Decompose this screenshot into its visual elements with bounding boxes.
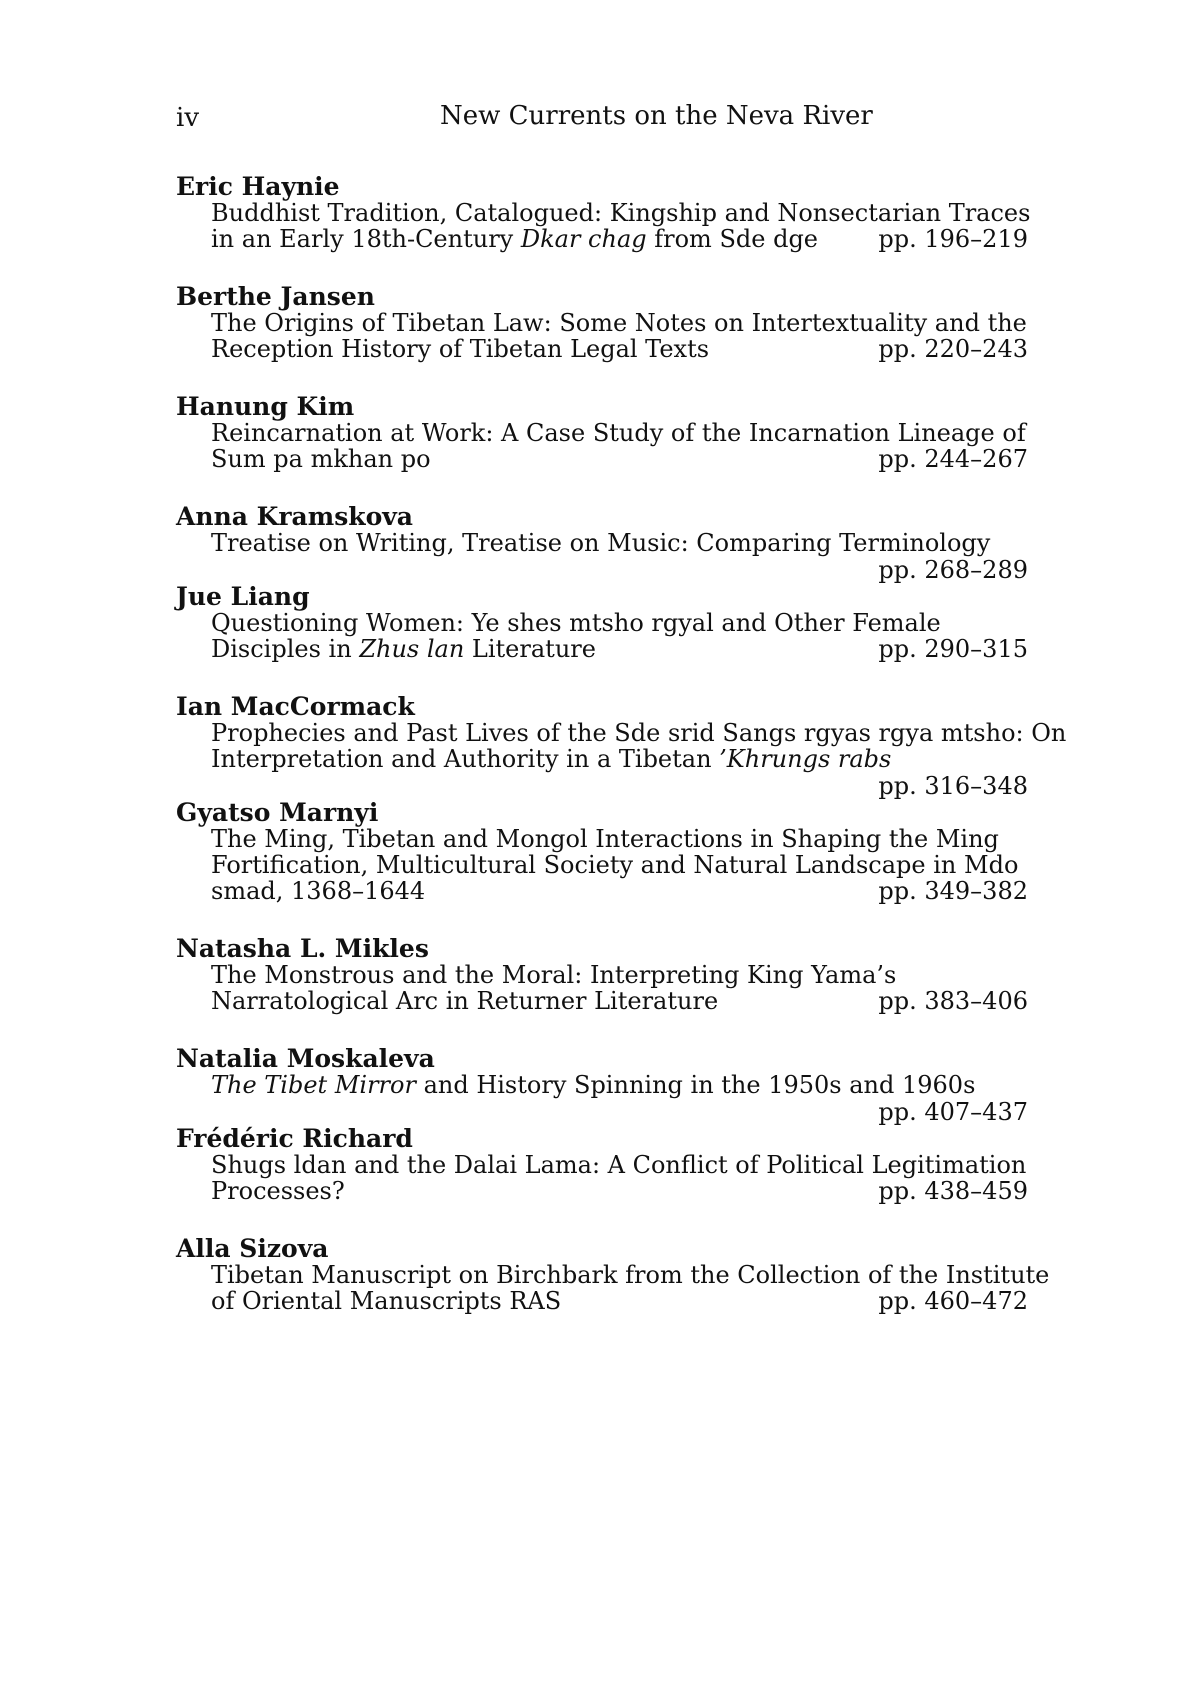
toc-title-line: smad, 1368–1644 pp. 349–382 [211,877,1028,905]
toc-title-line: Interpretation and Authority in a Tibetan ’Khrungs rabs [211,745,892,773]
toc-title-line: Reincarnation at Work: A Case Study of the Incarnation Lineage of [211,419,1026,447]
toc-entry [176,284,1028,362]
toc-title-line: Fortification, Multicultural Society and Natural Landscape in Mdo [211,851,1019,879]
toc-title-line: Sum pa mkhan po pp. 244–267 [211,445,1028,473]
toc-title-line: Disciples in Zhus lan Literature pp. 290–315 [211,635,1028,663]
toc-entry [176,504,1028,584]
toc-title-line: The Tibet Mirror and History Spinning in the 1950s and 1960s [211,1071,976,1099]
toc-entry [176,394,1028,472]
toc-entry [176,172,1031,253]
toc-author: Eric Haynie [176,172,340,201]
toc-pages: pp. 196–219 [878,225,1028,253]
toc-pages: pp. 460–472 [878,1287,1028,1315]
toc-author: Anna Kramskova [176,502,413,531]
toc-entry [176,936,1028,1014]
toc-entry [176,1046,1028,1126]
toc-title [211,420,1028,472]
toc-author: Ian MacCormack [176,692,415,721]
toc-pages: pp. 316–348 [878,772,1028,800]
toc-pages: pp. 268–289 [878,556,1028,584]
toc-pages: pp. 220–243 [878,335,1028,363]
toc-entry [176,800,1028,904]
toc-title [211,1072,1028,1098]
toc-entry [176,692,1067,800]
toc-author: Berthe Jansen [176,282,375,311]
toc-title-line: Narratological Arc in Returner Literature pp. 383–406 [211,987,1028,1015]
table-of-contents [176,172,1067,1346]
toc-author: Alla Sizova [176,1234,329,1263]
toc-title-line: Treatise on Writing, Treatise on Music: Comparing Terminology [211,529,991,557]
toc-author: Natasha L. Mikles [176,934,429,963]
toc-title-line: The Ming, Tibetan and Mongol Interactions in Shaping the Ming [211,825,999,853]
toc-title [211,826,1028,904]
toc-title-line: Tibetan Manuscript on Birchbark from the Collection of the Institute [211,1261,1050,1289]
toc-title [211,199,1031,253]
toc-title [211,310,1028,362]
toc-title-line: Buddhist Tradition, Catalogued: Kingship and Nonsectarian Traces [211,199,1031,227]
toc-title [211,962,1028,1014]
toc-pages: pp. 244–267 [878,445,1028,473]
toc-entry [176,584,1028,662]
toc-author: Jue Liang [176,582,310,611]
toc-author: Gyatso Marnyi [176,798,379,827]
toc-author: Frédéric Richard [176,1124,413,1153]
page-number: iv [176,103,200,133]
toc-title [211,719,1067,773]
toc-pages: pp. 407–437 [878,1098,1028,1126]
toc-author: Natalia Moskaleva [176,1044,435,1073]
toc-title-line: The Origins of Tibetan Law: Some Notes on Intertextuality and the [211,309,1027,337]
toc-title [211,530,1028,556]
toc-title-line: Shugs ldan and the Dalai Lama: A Conflict of Political Legitimation [211,1151,1027,1179]
toc-title-line: Reception History of Tibetan Legal Texts pp. 220–243 [211,335,1028,363]
toc-title-line: The Monstrous and the Moral: Interpreting King Yama’s [211,961,897,989]
running-head: New Currents on the Neva River [440,101,873,131]
toc-author: Hanung Kim [176,392,355,421]
toc-title-line: of Oriental Manuscripts RAS pp. 460–472 [211,1287,1028,1315]
toc-title-line: Processes? pp. 438–459 [211,1177,1028,1205]
toc-pages: pp. 290–315 [878,635,1028,663]
toc-pages: pp. 349–382 [878,877,1028,905]
toc-title-line: in an Early 18th-Century Dkar chag from Sde dge pp. 196–219 [211,225,1028,253]
toc-title [211,1261,1050,1315]
toc-pages: pp. 438–459 [878,1177,1028,1205]
toc-entry [176,1126,1028,1204]
toc-pages: pp. 383–406 [878,987,1028,1015]
toc-entry [176,1234,1050,1315]
toc-title-line: Questioning Women: Ye shes mtsho rgyal and Other Female [211,609,941,637]
toc-title [211,1152,1028,1204]
toc-title-line: Prophecies and Past Lives of the Sde srid Sangs rgyas rgya mtsho: On [211,719,1067,747]
toc-title [211,610,1028,662]
